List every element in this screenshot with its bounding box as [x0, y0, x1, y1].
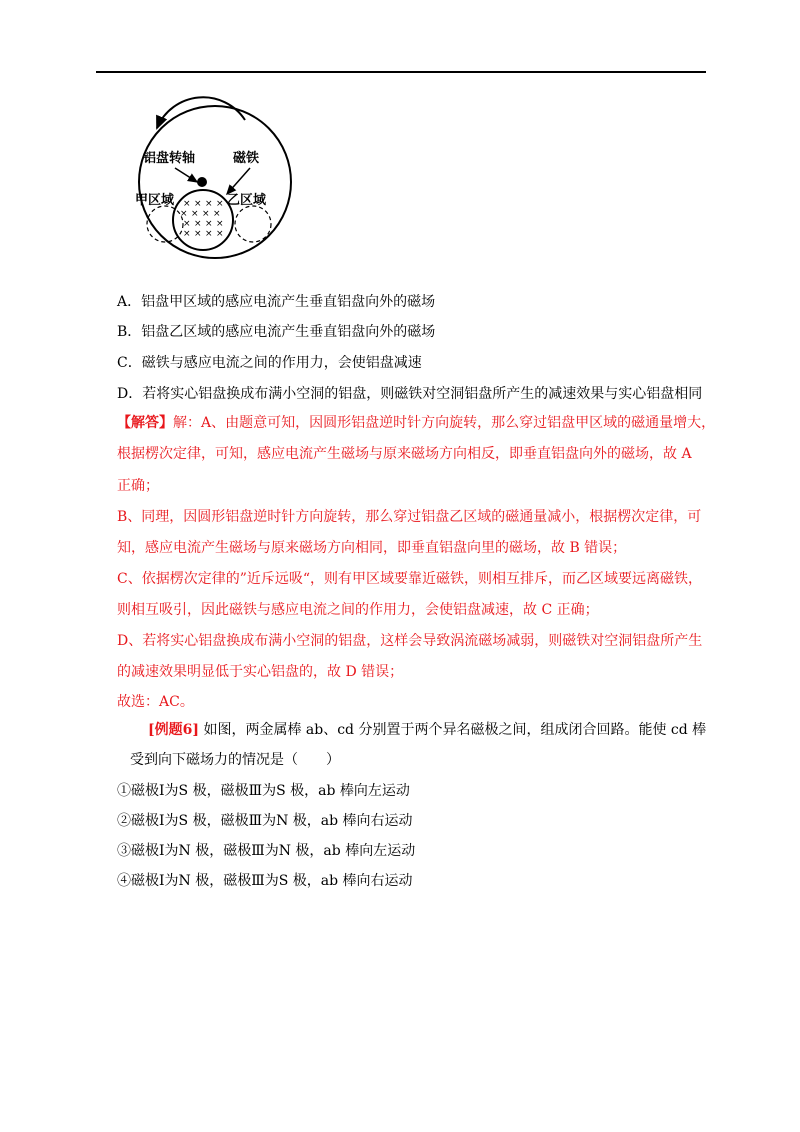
- svg-text:×: ×: [183, 219, 191, 229]
- answer-line-4: B、同理，因圆形铝盘逆时针方向旋转，那么穿过铝盘乙区域的磁通量减小，根据楞次定律，可: [117, 509, 702, 525]
- svg-text:×: ×: [202, 209, 210, 219]
- answer-line-9: 的减速效果明显低于实心铝盘的，故 D 错误；: [117, 664, 404, 680]
- magnet-arrow: [227, 168, 250, 194]
- option-c: C．磁铁与感应电流之间的作用力，会使铝盘减速: [117, 355, 422, 371]
- answer-line-6: C、依据楞次定律的”近斥远吸“，则有甲区域要靠近磁铁，则相互排斥，而乙区域要远离磁铁，: [117, 571, 703, 587]
- disc-outline: [139, 106, 291, 258]
- label-region-a: 甲区域: [135, 193, 175, 208]
- example6-tag: [例题6]: [148, 722, 199, 738]
- example6-item-3: ③磁极Ⅰ为N 极，磁极Ⅲ为N 极，ab 棒向左运动: [117, 843, 416, 859]
- example6-item-4: ④磁极Ⅰ为N 极，磁极Ⅲ为S 极，ab 棒向右运动: [117, 873, 413, 889]
- example6-text-1: 如图，两金属棒 ab、cd 分别置于两个异名磁极之间，组成闭合回路。能使 cd 棒: [203, 722, 707, 738]
- svg-text:×: ×: [194, 229, 202, 239]
- svg-text:×: ×: [205, 199, 213, 209]
- label-axis: 铝盘转轴: [143, 151, 196, 166]
- label-region-b: 乙区域: [227, 193, 267, 208]
- svg-text:×: ×: [183, 199, 191, 209]
- option-d: D．若将实心铝盘换成布满小空洞的铝盘，则磁铁对空洞铝盘所产生的减速效果与实心铝盘相同: [117, 386, 703, 402]
- axis-dot: [197, 177, 207, 187]
- header-rule: [96, 71, 706, 73]
- answer-tag: 【解答】: [117, 415, 173, 431]
- option-b: B．铝盘乙区域的感应电流产生垂直铝盘向外的磁场: [117, 324, 436, 340]
- svg-text:×: ×: [180, 209, 188, 219]
- option-a: A．铝盘甲区域的感应电流产生垂直铝盘向外的磁场: [117, 294, 436, 310]
- example6-line-1: [148, 720, 706, 740]
- answer-choice: 故选：AC。: [117, 694, 194, 710]
- disc-figure: [135, 90, 295, 270]
- answer-line-3: 正确；: [117, 478, 159, 494]
- label-magnet: 磁铁: [233, 151, 260, 166]
- svg-text:×: ×: [213, 209, 221, 219]
- answer-line-8: D、若将实心铝盘换成布满小空洞的铝盘，这样会导致涡流磁场减弱，则磁铁对空洞铝盘所产生: [117, 633, 703, 649]
- svg-text:×: ×: [216, 219, 224, 229]
- svg-text:×: ×: [205, 229, 213, 239]
- svg-text:×: ×: [194, 219, 202, 229]
- svg-text:×: ×: [194, 199, 202, 209]
- example6-item-1: ①磁极Ⅰ为S 极，磁极Ⅲ为S 极，ab 棒向左运动: [117, 783, 410, 799]
- answer-line-2: 根据楞次定律，可知，感应电流产生磁场与原来磁场方向相反，即垂直铝盘向外的磁场，故 A: [117, 446, 692, 462]
- region-b-outline: [235, 206, 271, 242]
- example6-line-2: 受到向下磁场力的情况是（ ）: [130, 752, 340, 768]
- answer-text-1: 解：A、由题意可知，因圆形铝盘逆时针方向旋转，那么穿过铝盘甲区域的磁通量增大，: [173, 415, 716, 431]
- svg-text:×: ×: [205, 219, 213, 229]
- example6-item-2: ②磁极Ⅰ为S 极，磁极Ⅲ为N 极，ab 棒向右运动: [117, 813, 413, 829]
- svg-text:×: ×: [183, 229, 191, 239]
- answer-line-7: 则相互吸引，因此磁铁与感应电流之间的作用力，会使铝盘减速，故 C 正确；: [117, 602, 599, 618]
- svg-text:×: ×: [191, 209, 199, 219]
- rotation-arrow: [157, 97, 245, 128]
- svg-text:×: ×: [216, 229, 224, 239]
- answer-line-1: [117, 413, 715, 433]
- answer-line-5: 知，感应电流产生磁场与原来磁场方向相同，即垂直铝盘向里的磁场，故 B 错误；: [117, 540, 627, 556]
- svg-text:×: ×: [216, 199, 224, 209]
- magnetic-field-crosses: [180, 199, 224, 239]
- axis-arrow: [175, 168, 197, 182]
